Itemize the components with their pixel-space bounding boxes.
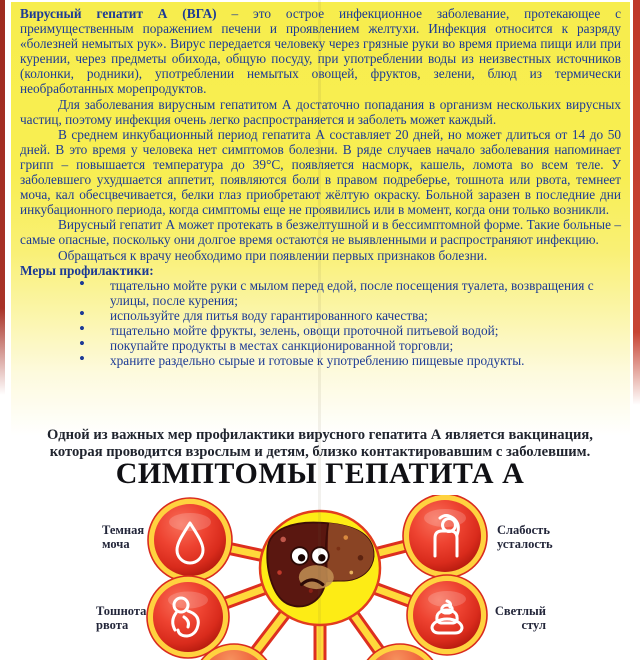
prevention-item: • тщательно мойте руки с мылом перед едой, после посещения туалета, возвращения с улицы, после курения; (78, 278, 621, 308)
prevention-item: • используйте для питья воду гарантированного качества; (78, 308, 621, 323)
symptom-circle-weakness (403, 495, 487, 578)
symptom-circle-light-stool (407, 575, 487, 655)
prevention-item: • покупайте продукты в местах санкционированной торговли; (78, 338, 621, 353)
vaccination-note: Одной из важных мер профилактики вирусного гепатита А является вакцинация, которая проводится взрослым и детям, близко контактировавшим с заболевшим. (47, 427, 593, 460)
symptom-circle-nausea (147, 576, 229, 658)
intro-lead: Вирусный гепатит А (ВГА) (20, 6, 217, 21)
intro-rest: – это острое инфекционное заболевание, протекающее с преимущественным поражением печени и проявлением желтухи. Инфекция относится к разряду «болезней немытых рук». Вирус передается человеку через грязные руки во время приема пищи или при курении, через предметы обихода, общую посуду, при употреблении воды из неизвестных источников (колонки, родники), употреблении немытых овощей, фруктов, зелени, блюд из термически необработанных морепродуктов. (20, 6, 622, 97)
prevention-heading: Меры профилактики: (20, 262, 154, 278)
paragraph-incubation: В среднем инкубационный период гепатита А составляет 20 дней, но может длиться от 14 до 50 дней. В это время у человека нет симптомов болезни. В ряде случаев начало заболевания напоминает грипп – повышается температура до 39°С, появляется насморк, кашель, ломота во всем теле. У заболевшего ухудшается аппетит, появляются боли в правом подреберье, тошнота или рвота, темнеет моча, кал обесцвечивается, белки глаз приобретают жёлтую окраску. Больной заразен в последние дни инкубационного периода, когда симптомы еще не проявились или в момент, когда они только возникли. (20, 126, 621, 218)
prevention-item: • тщательно мойте фрукты, зелень, овощи проточной питьевой водой; (78, 323, 621, 338)
left-red-edge-strip (0, 0, 5, 395)
symptom-label-weakness: Слабость усталость (497, 523, 553, 551)
prevention-list (78, 278, 621, 369)
symptom-label-dark-urine: Темная моча (102, 523, 145, 551)
prevention-item: • храните раздельно сырые и готовые к употреблению пищевые продукты. (78, 353, 621, 368)
paragraph-see-doctor: Обращаться к врачу необходимо при появлении первых признаков болезни. (58, 247, 488, 263)
symptom-circle-dark-urine (148, 498, 232, 582)
symptom-label-light-stool: Светлый стул (494, 604, 546, 632)
page-title: СИМПТОМЫ ГЕПАТИТА А (115, 457, 525, 490)
paragraph-infectivity: Для заболевания вирусным гепатитом А достаточно попадания в организм нескольких вирусных частиц, поэтому инфекция очень легко распространяется и заболеть может каждый. (20, 96, 621, 127)
fold-crease-line (318, 0, 321, 660)
symptom-label-nausea: Тошнота рвота (96, 604, 147, 632)
paragraph-anicteric-form: Вирусный гепатит А может протекать в безжелтушной и в бессимптомной форме. Такие больные – самые опасные, поскольку они долгое время остаются не выявленными и распространяют инфекцию. (20, 217, 621, 248)
right-red-edge-strip (633, 0, 640, 405)
